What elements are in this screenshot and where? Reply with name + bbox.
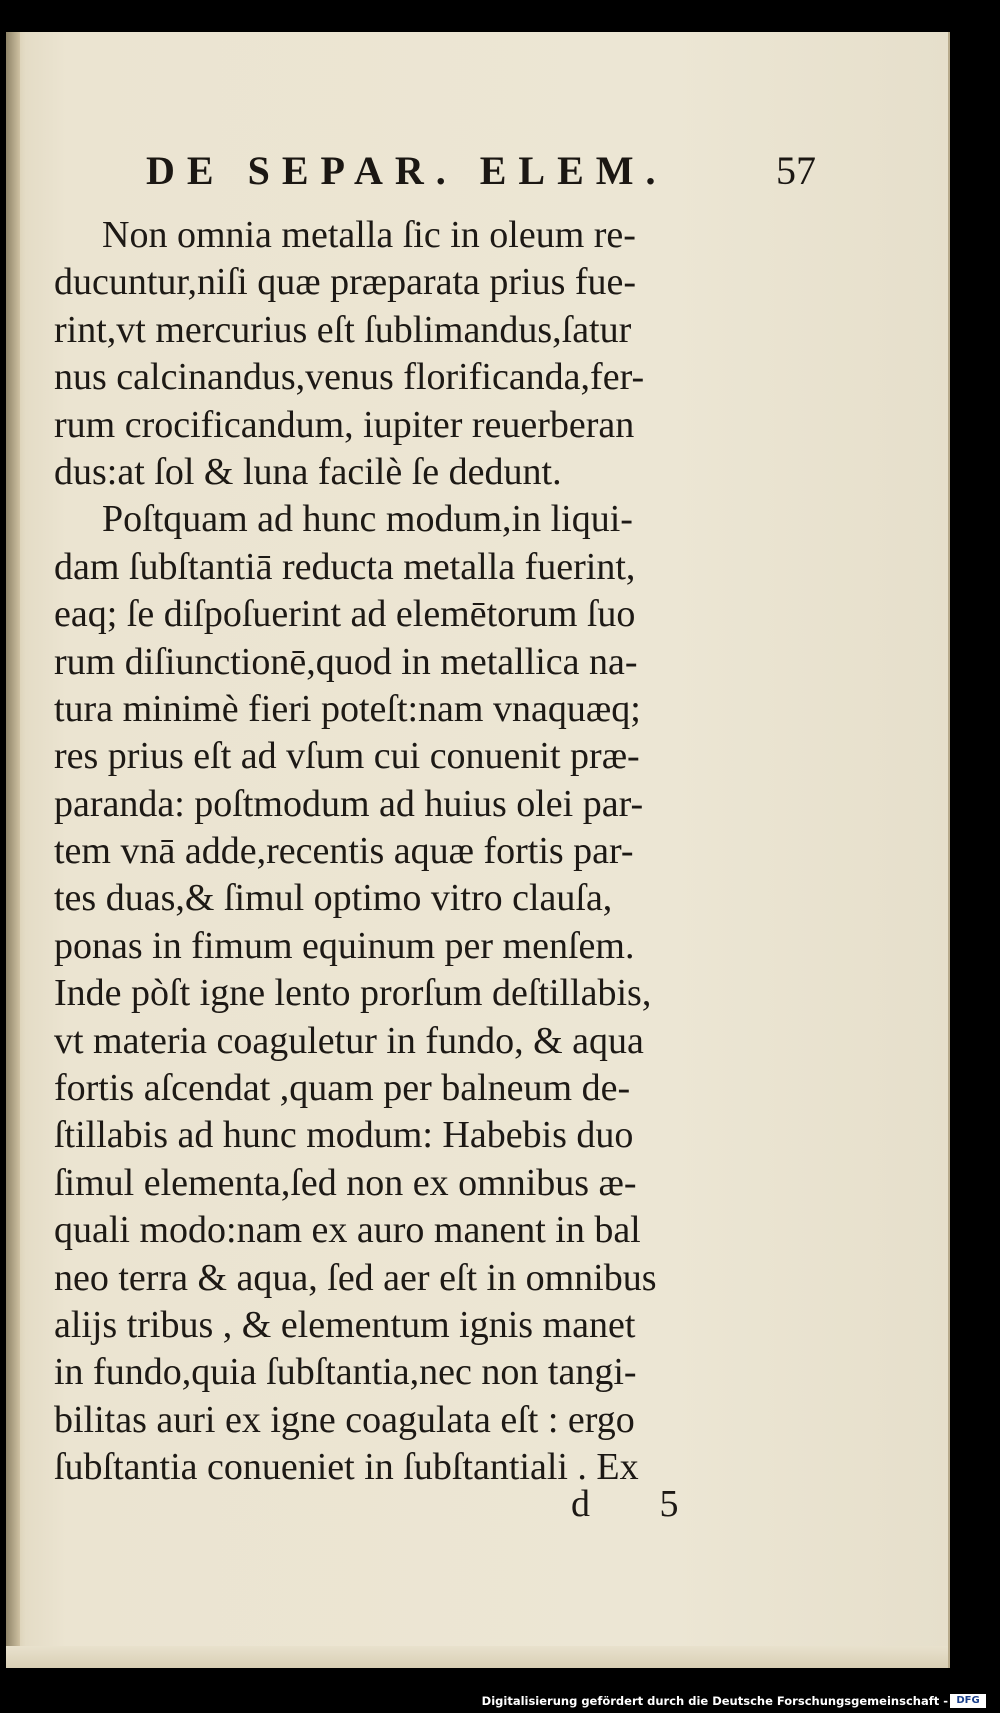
text-line: dam ſubſtantiā reducta metalla fuerint, <box>54 545 636 588</box>
text-line: rum crocificandum, iupiter reuerberan <box>54 403 635 446</box>
text-line: neo terra & aqua, ſed aer eſt in omnibus <box>54 1256 657 1299</box>
body-text <box>54 212 769 1492</box>
text-line: nus calcinandus,venus florificanda,fer- <box>54 356 645 399</box>
text-line: ducuntur,niſi quæ præparata prius fue- <box>54 261 637 304</box>
page-number: 57 <box>776 148 816 193</box>
text-line: ſubſtantia conueniet in ſubſtantiali . Ex <box>54 1446 639 1489</box>
footer-bar <box>0 1673 1000 1713</box>
text-line: fortis aſcendat ,quam per balneum de- <box>54 1067 631 1110</box>
text-line: tes duas,& ſimul optimo vitro clauſa, <box>54 877 613 920</box>
text-line: Poſtquam ad hunc modum,in liqui- <box>102 498 633 541</box>
book-page <box>6 32 950 1668</box>
text-line: tura minimè fieri poteſt:nam vnaquæq; <box>54 687 641 730</box>
text-line: vt materia coaguletur in fundo, & aqua <box>54 1019 644 1062</box>
text-line: Inde pòſt igne lento prorſum deſtillabis, <box>54 972 652 1015</box>
text-line: rum diſiunctionē,quod in metallica na- <box>54 640 638 683</box>
text-line: quali modo:nam ex auro manent in bal <box>54 1209 641 1252</box>
text-line: ſimul elementa,ſed non ex omnibus æ- <box>54 1161 637 1204</box>
text-line: eaq; ſe diſpoſuerint ad elemētorum ſuo <box>54 593 636 636</box>
running-head: DE SEPAR. ELEM. <box>146 148 668 193</box>
text-line: ponas in fimum equinum per menſem. <box>54 924 635 967</box>
dfg-logo: DFG <box>950 1694 986 1708</box>
text-line: alĳs tribus , & elementum ignis manet <box>54 1303 636 1346</box>
text-line: bilitas auri ex igne coagulata eſt : ergo <box>54 1398 635 1441</box>
text-line: ſtillabis ad hunc modum: Habebis duo <box>54 1114 634 1157</box>
binding-edge <box>6 32 20 1668</box>
text-line: res prius eſt ad vſum cui conuenit præ- <box>54 735 640 778</box>
text-line: dus:at ſol & luna facilè ſe dedunt. <box>54 450 562 493</box>
footer-credit: Digitalisierung gefördert durch die Deutsche Forschungsgemeinschaft - <box>481 1694 948 1708</box>
signature-mark: d 5 <box>571 1483 709 1525</box>
text-line: tem vnā adde,recentis aquæ fortis par- <box>54 830 634 873</box>
text-line: rint,vt mercurius eſt ſublimandus,ſatur <box>54 308 632 351</box>
page-bottom-edge <box>6 1646 948 1668</box>
page-header <box>146 137 816 207</box>
text-line: in fundo,quia ſubſtantia,nec non tangi- <box>54 1351 637 1394</box>
text-line: Non omnia metalla ſic in oleum re- <box>102 214 636 256</box>
text-line: paranda: poſtmodum ad huius olei par- <box>54 782 644 825</box>
